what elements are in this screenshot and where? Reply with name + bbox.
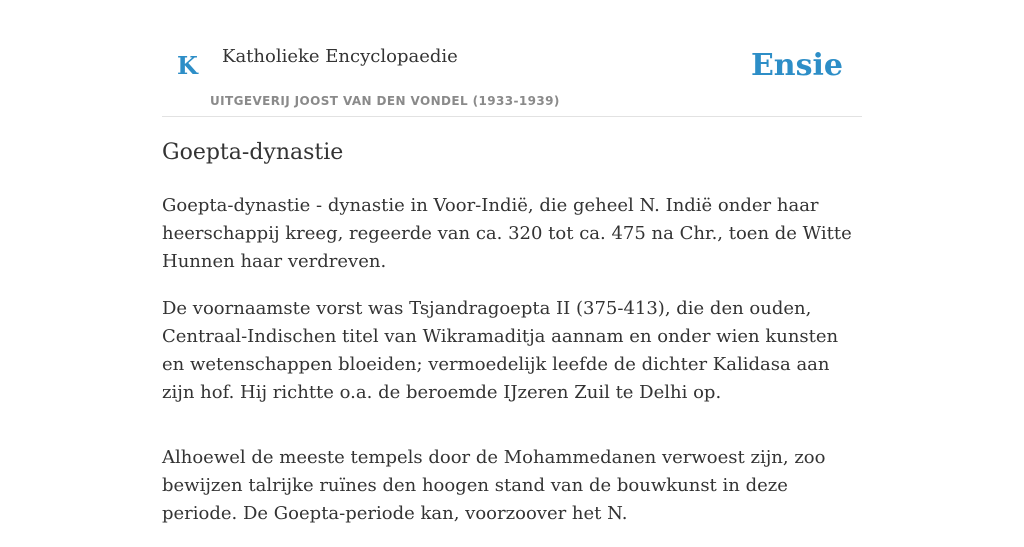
page-title: Goepta-dynastie bbox=[162, 140, 344, 165]
article-paragraph: Goepta-dynastie - dynastie in Voor-Indië, die geheel N. Indië onder haar heerschappij kreeg, regeerde van ca. 320 tot ca. 475 na Chr., toen de Witte Hunnen haar verdreven. bbox=[162, 195, 852, 272]
encyclopedia-logo[interactable]: K bbox=[177, 51, 198, 80]
encyclopedia-title[interactable]: Katholieke Encyclopaedie bbox=[222, 46, 458, 67]
article-paragraph: Alhoewel de meeste tempels door de Mohammedanen verwoest zijn, zoo bewijzen talrijke ruïnes den hoogen stand van de bouwkunst in deze periode. De Goepta-periode kan, voorzoover het N. bbox=[162, 447, 826, 524]
site-header bbox=[162, 0, 862, 117]
article-body bbox=[162, 192, 862, 547]
article-page bbox=[162, 0, 862, 524]
brand-logo[interactable]: Ensie bbox=[750, 48, 843, 83]
publisher-label: UITGEVERIJ JOOST VAN DEN VONDEL (1933-1939) bbox=[210, 94, 560, 108]
article-paragraph: De voornaamste vorst was Tsjandragoepta II (375-413), die den ouden, Centraal-Indischen titel van Wikramaditja aannam en onder wien kunsten en wetenschappen bloeiden; vermoedelijk leefde de dichter Kalidasa aan zijn hof. Hij richtte o.a. de beroemde IJzeren Zuil te Delhi op. bbox=[162, 298, 839, 403]
